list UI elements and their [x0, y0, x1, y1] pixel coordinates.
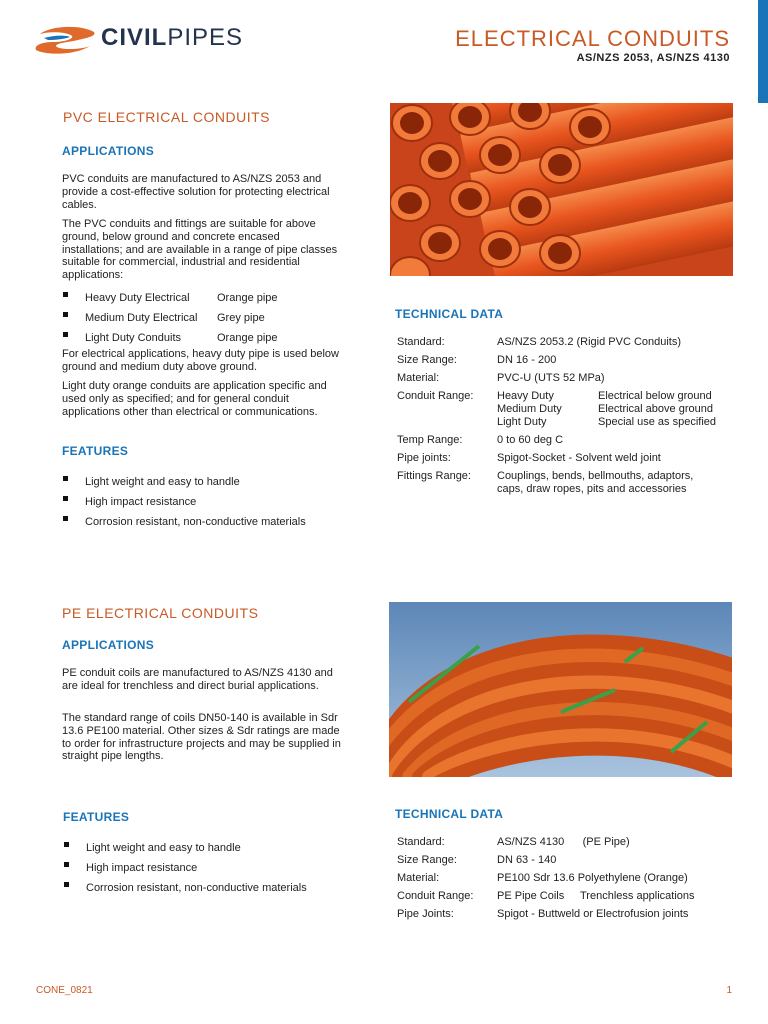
- conduit-use: Electrical below ground: [598, 390, 712, 402]
- document-code: CONE_0821: [36, 985, 93, 996]
- pe-applications-para-1: PE conduit coils are manufactured to AS/NZS 4130 and are ideal for trenchless and direct burial applications.: [62, 667, 333, 692]
- tech-label: Conduit Range:: [397, 890, 474, 902]
- tech-label: Fittings Range:: [397, 470, 471, 482]
- tech-label: Size Range:: [397, 854, 457, 866]
- pvc-applications-para-2: The PVC conduits and fittings are suitable for above ground, below ground and concrete encased installations; and are available in a range of pipe classes suitable for commercial, industrial and residential applications:: [62, 218, 338, 282]
- pvc-pipe-class-list: [61, 288, 341, 348]
- list-item: Light weight and easy to handle: [61, 472, 351, 492]
- tech-label: Pipe Joints:: [397, 908, 454, 920]
- conduit-duty: Medium Duty: [497, 403, 562, 415]
- list-item: [61, 308, 341, 328]
- tech-row-size: [397, 354, 737, 367]
- logo-text-bold: CIVIL: [101, 24, 168, 51]
- list-item: Corrosion resistant, non-conductive materials: [62, 878, 352, 898]
- pe-features-list: [62, 838, 352, 898]
- page-number: 1: [726, 985, 732, 996]
- pipe-class-color: Orange pipe: [217, 332, 278, 344]
- conduit-duty: Light Duty: [497, 416, 547, 428]
- pe-applications-heading: APPLICATIONS: [62, 638, 155, 652]
- pipe-class-name: Light Duty Conduits: [85, 332, 181, 344]
- tech-row-joints: [397, 908, 737, 921]
- pipe-class-color: Grey pipe: [217, 312, 265, 324]
- pvc-features-heading: FEATURES: [62, 444, 129, 458]
- tech-value: Couplings, bends, bellmouths, adaptors, caps, draw ropes, pits and accessories: [497, 470, 694, 495]
- tech-label: Pipe joints:: [397, 452, 451, 464]
- list-item: [61, 288, 341, 308]
- pipe-class-name: Heavy Duty Electrical: [85, 292, 190, 304]
- pvc-applications-para-4: Light duty orange conduits are application specific and used only as specified; and for general conduit applications other than electrical or communications.: [62, 380, 327, 418]
- tech-label: Standard:: [397, 336, 445, 348]
- list-item: Light weight and easy to handle: [62, 838, 352, 858]
- pe-coils-illustration: [389, 602, 732, 777]
- tech-row-size: [397, 854, 737, 867]
- pe-tech-heading: TECHNICAL DATA: [395, 807, 504, 821]
- logo-wordmark: [101, 24, 243, 52]
- tech-value: Spigot - Buttweld or Electrofusion joints: [497, 908, 689, 920]
- conduit-use: Special use as specified: [598, 416, 717, 428]
- tech-value: DN 16 - 200: [497, 354, 557, 366]
- tech-label: Standard:: [397, 836, 445, 848]
- conduit-type: PE Pipe Coils: [497, 890, 565, 902]
- tech-label: Conduit Range:: [397, 390, 474, 402]
- tech-label: Temp Range:: [397, 434, 463, 446]
- tech-value: AS/NZS 2053.2 (Rigid PVC Conduits): [497, 336, 682, 348]
- brand-color-bar: [758, 0, 768, 103]
- conduit-range-row: [497, 390, 737, 403]
- tech-label: Material:: [397, 372, 440, 384]
- pipe-class-name: Medium Duty Electrical: [85, 312, 198, 324]
- tech-value: PE100 Sdr 13.6 Polyethylene (Orange): [497, 872, 688, 884]
- conduit-use: Electrical above ground: [598, 403, 713, 415]
- list-item: Corrosion resistant, non-conductive materials: [61, 512, 351, 532]
- pvc-conduits-photo: [390, 103, 733, 276]
- pvc-pipes-illustration: [390, 103, 733, 276]
- pe-features-heading: FEATURES: [63, 810, 130, 824]
- list-item: High impact resistance: [61, 492, 351, 512]
- pvc-tech-heading: TECHNICAL DATA: [395, 307, 504, 321]
- pvc-applications-para-1: PVC conduits are manufactured to AS/NZS 2053 and provide a cost-effective solution for protecting electrical cables.: [62, 173, 330, 211]
- conduit-range-row: [497, 416, 737, 429]
- pvc-section-title: PVC ELECTRICAL CONDUITS: [63, 109, 271, 125]
- tech-row-conduit-range: [397, 890, 737, 903]
- pe-applications-para-2: The standard range of coils DN50-140 is available in Sdr 13.6 PE100 material. Other sizes & Sdr ratings are made to order for infrastructure projects and may be supplied in straight pipe lengths.: [62, 712, 341, 763]
- logo-text-light: PIPES: [167, 24, 244, 51]
- pvc-applications-heading: APPLICATIONS: [62, 144, 155, 158]
- pe-tech-table: [397, 836, 737, 921]
- tech-label: Material:: [397, 872, 440, 884]
- pipe-class-color: Orange pipe: [217, 292, 278, 304]
- tech-value: AS/NZS 4130 (PE Pipe): [497, 836, 630, 848]
- tech-row-fittings: [397, 470, 737, 496]
- conduit-use: Trenchless applications: [580, 890, 695, 902]
- tech-row-material: [397, 372, 737, 385]
- pe-conduit-coils-photo: [389, 602, 732, 777]
- conduit-range-row: [497, 890, 737, 903]
- tech-row-conduit-range: [397, 390, 737, 429]
- tech-value: DN 63 - 140: [497, 854, 557, 866]
- tech-row-standard: [397, 336, 737, 349]
- tech-value: [497, 390, 737, 429]
- pvc-applications-para-3: For electrical applications, heavy duty pipe is used below ground and medium duty above ground.: [62, 348, 339, 373]
- tech-value: PVC-U (UTS 52 MPa): [497, 372, 605, 384]
- list-item: [61, 328, 341, 348]
- tech-row-standard: [397, 836, 737, 849]
- conduit-range-row: [497, 403, 737, 416]
- tech-row-temp: [397, 434, 737, 447]
- pvc-tech-table: [397, 336, 737, 496]
- tech-label: Size Range:: [397, 354, 457, 366]
- tech-value: Spigot-Socket - Solvent weld joint: [497, 452, 661, 464]
- conduit-duty: Heavy Duty: [497, 390, 554, 402]
- list-item: High impact resistance: [62, 858, 352, 878]
- pvc-features-list: [61, 472, 351, 532]
- pe-section-title: PE ELECTRICAL CONDUITS: [62, 605, 259, 621]
- tech-row-joints: [397, 452, 737, 465]
- tech-value: 0 to 60 deg C: [497, 434, 564, 446]
- tech-value: [497, 890, 737, 903]
- page-subtitle: AS/NZS 2053, AS/NZS 4130: [576, 52, 730, 64]
- civilpipes-logo-icon: [34, 26, 96, 56]
- page-title: ELECTRICAL CONDUITS: [455, 26, 730, 51]
- tech-row-material: [397, 872, 737, 885]
